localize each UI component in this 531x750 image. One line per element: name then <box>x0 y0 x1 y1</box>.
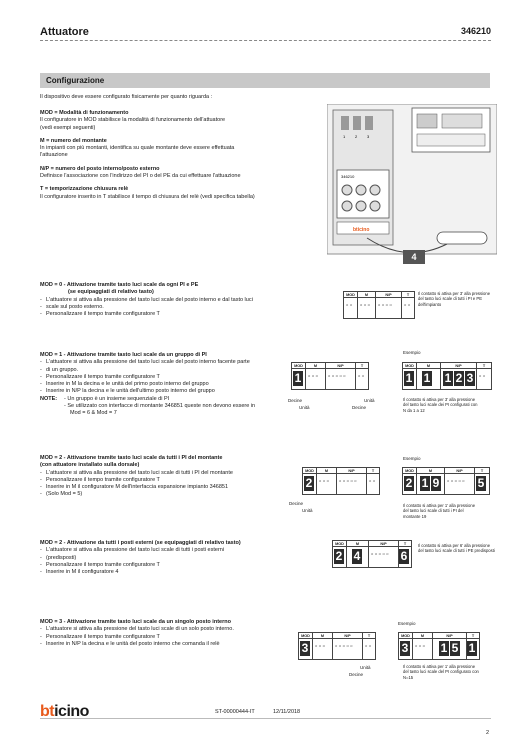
list-item: - Personalizzare il tempo tramite configuratore T <box>40 374 290 381</box>
list-item: - (predisposti) <box>40 555 290 562</box>
mod2b-title: MOD = 2 - Attivazione da tutti i posti esterni (se equipaggiati di relativo tasto) <box>40 540 241 546</box>
label-decine: Decine <box>288 398 303 403</box>
list-item: - L'attuatore si attiva alla pressione del tasto luci scale di un solo posto interno. <box>40 626 290 633</box>
list-item: - Inserire in M il configuratore M dell'interfaccia espansione impianto 346851 <box>40 484 290 491</box>
definition-title: N/P = numero del posto interno/posto esterno <box>40 165 160 172</box>
section-title: Configurazione <box>46 76 105 85</box>
list-item: - Inserire in M la decina e le unità del primo posto interno del gruppo <box>40 381 290 388</box>
note-label: NOTE: <box>40 395 58 402</box>
label-unita: Unità <box>302 508 313 513</box>
mod2a-block <box>40 455 290 499</box>
label-unita: Unità <box>364 398 375 403</box>
list-item: - (Solo Mod = 5) <box>40 491 290 498</box>
definition-line: l'attuazione <box>40 152 68 159</box>
brand-logo: bticino <box>40 703 89 720</box>
list-item: - Inserire in N/P la decina e le unità del posto interno che comanda il relè <box>40 641 290 648</box>
definition-title: T = temporizzazione chiusura relè <box>40 186 129 193</box>
mod2a-title: MOD = 2 - Attivazione tramite tasto luci scale da tutti i PI del montante <box>40 455 223 461</box>
mod1-config-table: MOD M N/P T 1 ooo ooooo oo <box>291 362 369 390</box>
device-label: 346210 <box>341 174 355 179</box>
definition-line: (vedi esempi seguenti) <box>40 124 96 131</box>
mod3-example-table: MOD M N/P T 3 ooo 1 5 1 <box>398 632 480 660</box>
list-item: - Inserire in N/P la decina e le unità dell'ultimo posto interno del gruppo <box>40 388 290 395</box>
note-line: - Se utilizzato con interfacce di montante 346851 queste non devono essere in <box>64 403 256 410</box>
terminal-label: 1 <box>343 134 346 139</box>
list-item: - scale sul posto esterno. <box>40 304 290 311</box>
list-item: - Personalizzare il tempo tramite configuratore T <box>40 634 290 641</box>
mod1-title: MOD = 1 - Attivazione tramite tasto luci scale da un gruppo di PI <box>40 352 207 358</box>
list-item: - Personalizzare il tempo tramite configuratore T <box>40 562 290 569</box>
definitions <box>40 110 290 207</box>
label-unita: Unità <box>299 405 310 410</box>
definition-line: Il configuratore inserito in T stabilisce il tempo di chiusura del relè (vedi specifica tabella) <box>40 193 255 200</box>
mod3-example-note: Il contatto si attiva per 1' alla pressione del tasto luci scale del PI configurato con N=15 <box>403 664 479 680</box>
definition-t <box>40 186 290 201</box>
list-item: - L'attuatore si attiva alla pressione del tasto luci scale del posto interno e dal tasto luci <box>40 297 290 304</box>
mod1-example-table: MOD M N/P T 1 1 1 2 3 oo <box>402 362 492 390</box>
mod2a-config-table: MOD M N/P T 2 ooo ooooo oo <box>302 467 380 495</box>
mod1-block <box>40 352 290 418</box>
note-line: Mod = 6 & Mod = 7 <box>70 410 117 417</box>
footer-divider <box>40 718 491 719</box>
esempio-label: Esempio <box>403 350 421 355</box>
definition-title: M = numero del montante <box>40 137 107 144</box>
mod0-config-table: MOD M N/P T oo ooo oooo oo <box>343 291 415 319</box>
definition-line: In impianti con più montanti, identifica su quale montante deve essere effettuata <box>40 145 235 152</box>
page-title: Attuatore <box>40 26 89 38</box>
mod0-block <box>40 282 290 318</box>
section-bar <box>40 73 490 88</box>
document-date: 12/11/2018 <box>273 709 301 715</box>
mod2b-block <box>40 540 290 576</box>
list-item: - L'attuatore si attiva alla pressione del tasto luci scale di tutti i posti esterni <box>40 547 290 554</box>
terminal-label: 3 <box>367 134 370 139</box>
mod0-note: Il contatto si attiva per 3' alla pressione del tasto luci scale di tutti i PI e PE dell'impianto <box>418 291 491 307</box>
mod1-example-note: Il contatto si attiva per 3' alla pressione del tasto luci scale dei PI configurati con N da 1 a 12 <box>403 397 478 413</box>
list-item: - L'attuatore si attiva alla pressione del tasto luci scale di tutti i PI del montante <box>40 470 290 477</box>
mod3-title: MOD = 3 - Attivazione tramite tasto luci scale da un singolo posto interno <box>40 619 231 625</box>
document-code: ST-00000444-IT <box>215 709 255 715</box>
definition-m <box>40 138 290 160</box>
list-item: - L'attuatore si attiva alla pressione del tasto luci scale del posto interno facente parte <box>40 359 290 366</box>
mod0-subtitle: (se equipaggiati di relativo tasto) <box>68 289 154 296</box>
list-item: - Personalizzare il tempo tramite configuratore T <box>40 311 290 318</box>
mod3-block <box>40 619 290 648</box>
product-code: 346210 <box>460 26 491 36</box>
mod2a-example-table: MOD M N/P T 2 1 9 ooooo 5 <box>402 467 490 495</box>
definition-np <box>40 166 290 181</box>
list-item: - di un gruppo. <box>40 367 290 374</box>
note-line: - Un gruppo è un insieme sequenziale di PI <box>64 395 170 402</box>
intro-text: Il dispositivo deve essere configurato fisicamente per quanto riguarda : <box>40 94 213 100</box>
definition-line: Definisce l'associazione con l'indirizzo del PI o del PE da cui effettuare l'attuazione <box>40 173 241 180</box>
esempio-label: Esempio <box>403 456 421 461</box>
label-unita: Unità <box>360 665 371 670</box>
list-item: - Inserire in M il configuratore 4 <box>40 569 290 576</box>
definition-line: Il configuratore in MOD stabilisce la modalità di funzionamento dell'attuatore <box>40 117 226 124</box>
mod2b-example-note: Il contatto si attiva per 6' alla pressione del tasto luci scale di tutti i PE predisposti <box>418 543 495 554</box>
page-number: 2 <box>485 730 489 736</box>
label-decine: Decine <box>352 405 367 410</box>
mod3-config-table: MOD M N/P T 3 ooo ooooo oo <box>298 632 376 660</box>
callout-4: 4 <box>403 250 425 264</box>
mod2b-config-table: MOD M N/P T 2 4 ooooo 6 <box>332 540 412 568</box>
label-decine: Decine <box>349 672 364 677</box>
label-decine: Decine <box>289 501 304 506</box>
device-brand: bticino <box>353 227 370 233</box>
header-divider <box>40 40 491 41</box>
mod0-title: MOD = 0 - Attivazione tramite tasto luci scale da ogni PI e PE <box>40 282 199 288</box>
esempio-label: Esempio <box>398 621 416 626</box>
mod2a-example-note: Il contatto si attiva per 1' alla pressione del tasto luci scale di tutti i PI del montante 19 <box>403 503 476 519</box>
list-item: - Personalizzare il tempo tramite configuratore T <box>40 477 290 484</box>
definition-mod <box>40 110 290 132</box>
definition-title: MOD = Modalità di funzionamento <box>40 110 129 116</box>
mod2a-subtitle: (con attuatore installato sulla dorsale) <box>40 462 140 469</box>
terminal-label: 2 <box>355 134 358 139</box>
